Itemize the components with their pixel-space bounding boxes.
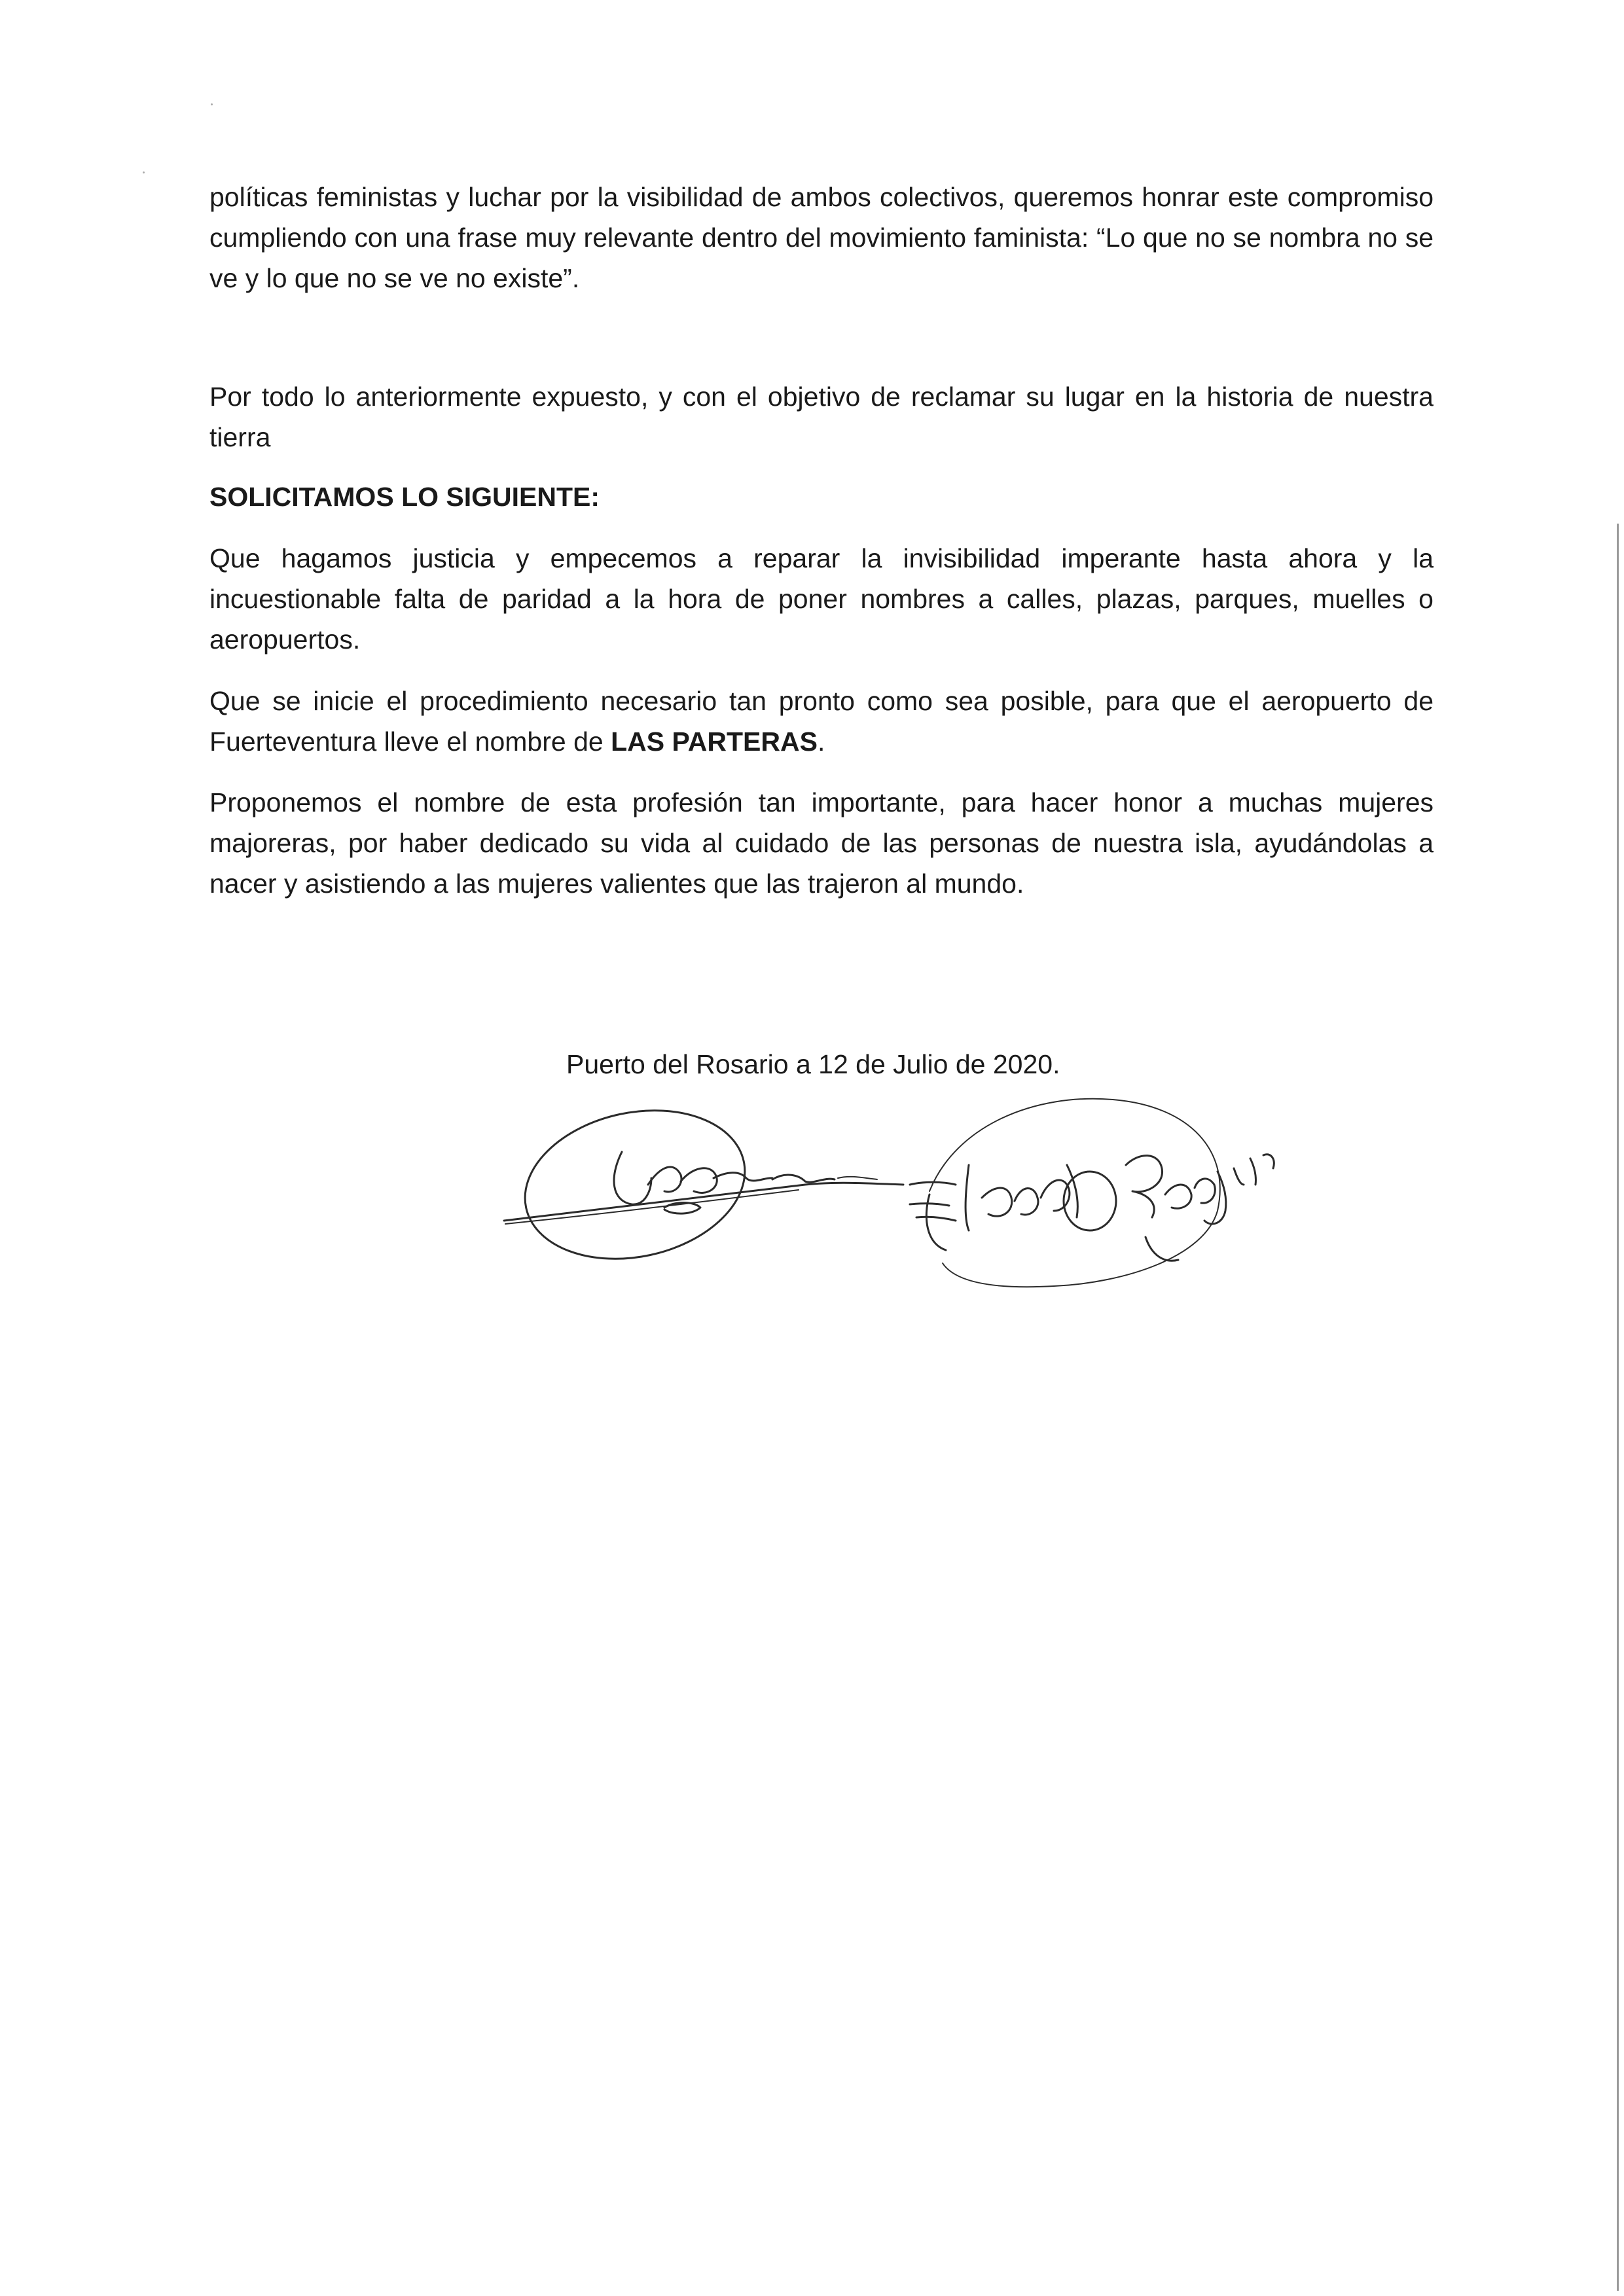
signature-1: [504, 1091, 903, 1278]
paragraph-procedure-end: .: [817, 726, 825, 757]
paragraph-justice: Que hagamos justicia y empecemos a reparar la invisibilidad imperante hasta ahora y la incuestionable falta de paridad a la hora de poner nombres a calles, plazas, parques, muelles o aeropuertos.: [209, 543, 1434, 655]
signature-2: [910, 1099, 1274, 1287]
paragraph-proposal: Proponemos el nombre de esta profesión tan importante, para hacer honor a muchas mujeres majoreras, por haber dedicado su vida al cuidado de las personas de nuestra isla, ayudándolas a nacer y asistiendo a las mujeres valientes que las trajeron al mundo.: [209, 787, 1434, 899]
scan-edge-shadow: [1617, 524, 1619, 2291]
paragraph-procedure-text: Que se inicie el procedimiento necesario tan pronto como sea posible, para que el aeropuerto de Fuerteventura lleve el nombre de: [209, 686, 1434, 757]
paragraph-exposition: Por todo lo anteriormente expuesto, y con el objetivo de reclamar su lugar en la historia de nuestra tierra: [209, 382, 1434, 452]
airport-name-proposal: LAS PARTERAS: [611, 726, 818, 757]
signatures-block: [497, 1086, 1322, 1322]
scan-speck: [211, 103, 213, 105]
paragraph-intro: políticas feministas y luchar por la visibilidad de ambos colectivos, queremos honrar este compromiso cumpliendo con una frase muy relevante dentro del movimiento faminista: “Lo que no se nombra no se ve y lo que no se ve no existe”.: [209, 182, 1434, 293]
place-and-date: Puerto del Rosario a 12 de Julio de 2020.: [566, 1049, 1060, 1079]
scan-speck: [143, 171, 145, 173]
paragraph-procedure: [209, 681, 1434, 762]
request-heading: SOLICITAMOS LO SIGUIENTE:: [209, 482, 600, 512]
